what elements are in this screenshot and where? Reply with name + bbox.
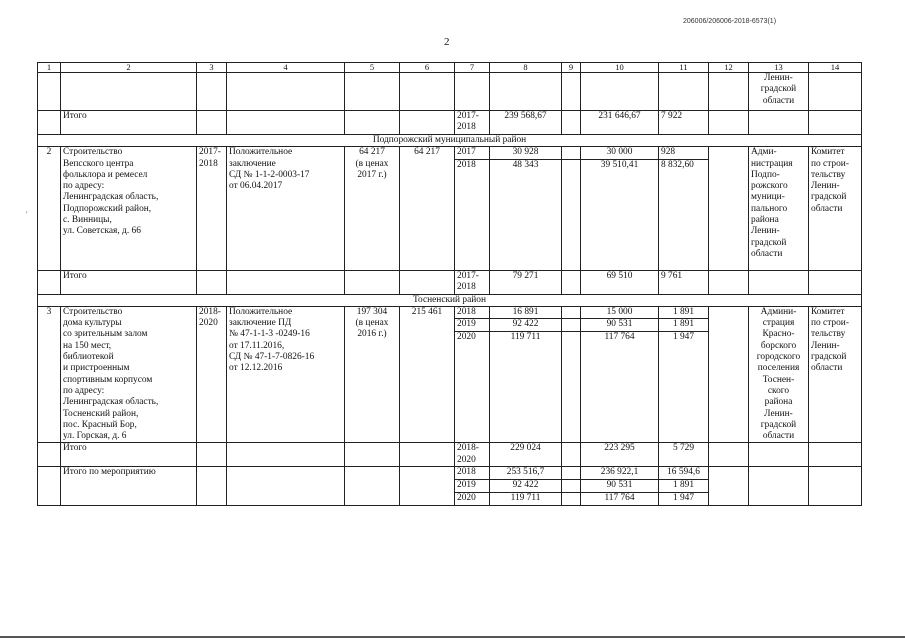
total-value-11: 5 729 (659, 443, 709, 467)
expert-conclusion: Положительное заключение ПД № 47-1-1-3 -0249-16 от 17.11.2016, СД № 47-1-7-0826-16 от 12.12.2016 (227, 306, 345, 443)
year-cell: 2018 (455, 159, 490, 270)
value-cell: 8 832,60 (659, 159, 709, 270)
col-header: 12 (709, 63, 749, 73)
total-value-10: 69 510 (581, 270, 659, 294)
object-name: Строительство дома культуры со зрительным залом на 150 мест, библиотекой и пристроенным спортивным корпусом по адресу: Ленинградская область, Тосненский район, пос. Красный Бор, ул. Горская, д. 6 (61, 306, 197, 443)
year-cell: 2020 (455, 493, 490, 506)
value-cell: 236 922,1 (581, 467, 659, 480)
scan-edge-line (0, 636, 905, 638)
value-cell: 117 764 (581, 493, 659, 506)
col-header: 9 (562, 63, 581, 73)
value-cell: 119 711 (490, 493, 562, 506)
header-row (38, 63, 862, 73)
year-cell: 2017 (455, 147, 490, 159)
year-cell: 2019 (455, 319, 490, 331)
estimated-cost: 64 217 (в ценах 2017 г.) (345, 147, 400, 270)
total-value-8: 229 024 (490, 443, 562, 467)
item-number: 3 (38, 306, 61, 443)
total-value-11: 7 922 (659, 111, 709, 135)
cost-value: 64 217 (400, 147, 455, 270)
responsible-cell: Админи- страция Красно- борского городского поселения Тоснен- ского района Ленин- градской области (749, 306, 809, 443)
value-cell: 92 422 (490, 319, 562, 331)
measure-total-row (38, 467, 862, 480)
value-cell: 30 928 (490, 147, 562, 159)
measure-total-label: Итого по мероприятию (61, 467, 197, 506)
year-cell: 2018 (455, 306, 490, 318)
col-header: 2 (61, 63, 197, 73)
section-header (38, 294, 862, 306)
value-cell: 1 891 (659, 319, 709, 331)
total-value-8: 79 271 (490, 270, 562, 294)
item-number: 2 (38, 147, 61, 270)
construction-years: 2017- 2018 (197, 147, 227, 270)
value-cell: 253 516,7 (490, 467, 562, 480)
section-title: Тосненский район (38, 294, 862, 306)
value-cell: 1 891 (659, 480, 709, 493)
total-years: 2017- 2018 (455, 270, 490, 294)
customer-cell: Комитет по строи- тельству Ленин- градской области (809, 306, 862, 443)
table-row (38, 147, 862, 159)
carry-over-row (38, 73, 862, 111)
table-row (38, 306, 862, 318)
col-header: 8 (490, 63, 562, 73)
construction-years: 2018- 2020 (197, 306, 227, 443)
estimated-cost: 197 304 (в ценах 2016 г.) (345, 306, 400, 443)
value-cell: 16 891 (490, 306, 562, 318)
total-value-8: 239 568,67 (490, 111, 562, 135)
value-cell: 1 891 (659, 306, 709, 318)
total-value-10: 223 295 (581, 443, 659, 467)
year-cell: 2019 (455, 480, 490, 493)
value-cell: 1 947 (659, 331, 709, 443)
total-label: Итого (61, 443, 197, 467)
col-header: 4 (227, 63, 345, 73)
page-number: 2 (444, 36, 450, 48)
responsible-cell: Ленин- градской области (749, 73, 809, 111)
col-header: 11 (659, 63, 709, 73)
value-cell: 90 531 (581, 319, 659, 331)
program-table (37, 62, 862, 506)
total-row (38, 111, 862, 135)
col-header: 10 (581, 63, 659, 73)
value-cell: 15 000 (581, 306, 659, 318)
col-header: 6 (400, 63, 455, 73)
total-years: 2017- 2018 (455, 111, 490, 135)
margin-mark: ' (26, 210, 28, 219)
value-cell: 39 510,41 (581, 159, 659, 270)
year-cell: 2020 (455, 331, 490, 443)
value-cell: 119 711 (490, 331, 562, 443)
total-label: Итого (61, 270, 197, 294)
value-cell: 30 000 (581, 147, 659, 159)
value-cell: 1 947 (659, 493, 709, 506)
value-cell: 117 764 (581, 331, 659, 443)
value-cell: 928 (659, 147, 709, 159)
col-header: 14 (809, 63, 862, 73)
customer-cell: Комитет по строи- тельству Ленин- градской области (809, 147, 862, 270)
total-years: 2018- 2020 (455, 443, 490, 467)
section-header (38, 135, 862, 147)
total-row (38, 270, 862, 294)
col-header: 1 (38, 63, 61, 73)
value-cell: 16 594,6 (659, 467, 709, 480)
expert-conclusion: Положительное заключение СД № 1-1-2-0003-17 от 06.04.2017 (227, 147, 345, 270)
total-value-10: 231 646,67 (581, 111, 659, 135)
document-id: 206006/206006-2018-6573(1) (683, 18, 777, 25)
total-label: Итого (61, 111, 197, 135)
year-cell: 2018 (455, 467, 490, 480)
responsible-cell: Адми- нистрация Подпо- рожского муници- пального района Ленин- градской области (749, 147, 809, 270)
value-cell: 48 343 (490, 159, 562, 270)
value-cell: 92 422 (490, 480, 562, 493)
section-title: Подпорожский муниципальный район (38, 135, 862, 147)
value-cell: 90 531 (581, 480, 659, 493)
col-header: 5 (345, 63, 400, 73)
cost-value: 215 461 (400, 306, 455, 443)
col-header: 3 (197, 63, 227, 73)
total-value-11: 9 761 (659, 270, 709, 294)
col-header: 7 (455, 63, 490, 73)
object-name: Строительство Вепсского центра фольклора и ремесел по адресу: Ленинградская область, Подпорожский район, с. Винницы, ул. Советская, д. 66 (61, 147, 197, 270)
total-row (38, 443, 862, 467)
col-header: 13 (749, 63, 809, 73)
